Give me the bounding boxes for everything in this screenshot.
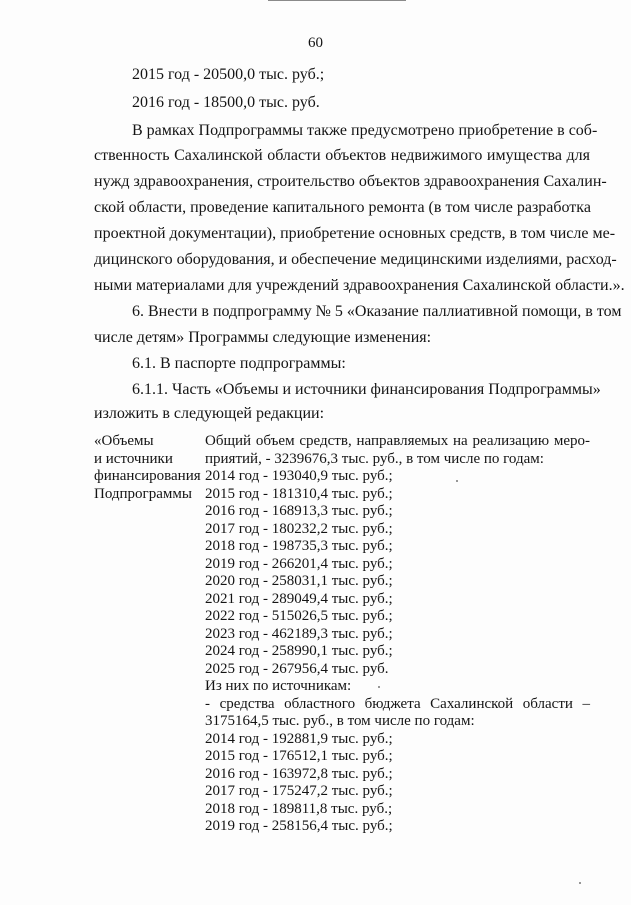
scan-speck bbox=[579, 882, 581, 884]
paragraph-line: числе детям» Программы следующие изменения: bbox=[94, 329, 432, 346]
paragraph-line: ными материалами для учреждений здравоохранения Сахалинской области.». bbox=[94, 277, 625, 294]
sources-heading: Из них по источникам: bbox=[205, 678, 352, 694]
year-amount-row: 2023 год - 462189,3 тыс. руб.; bbox=[205, 625, 393, 642]
paragraph-line: 6.1.1. Часть «Объемы и источники финансирования Подпрограммы» bbox=[132, 381, 601, 398]
label-line: и источники bbox=[94, 450, 173, 467]
paragraph-line: ственность Сахалинской области объектов недвижимого имущества для bbox=[94, 147, 590, 164]
paragraph-line: 6. Внести в подпрограмму № 5 «Оказание паллиативной помощи, в том bbox=[132, 303, 622, 320]
year-amount-row: 2015 год - 181310,4 тыс. руб.; bbox=[205, 485, 393, 502]
paragraph-line: дицинского оборудования, и обеспечение медицинскими изделиями, расход- bbox=[94, 251, 617, 268]
paragraph-item-6-1: 6.1. В паспорте подпрограммы: bbox=[132, 355, 346, 372]
year-amount-row: 2014 год - 193040,9 тыс. руб.; bbox=[205, 468, 393, 484]
regional-budget-intro: - средства областного бюджета Сахалинской области – bbox=[205, 695, 590, 712]
regional-by-year-list bbox=[205, 731, 590, 836]
paragraph-line: В рамках Подпрограммы также предусмотрено приобретение в соб- bbox=[132, 122, 598, 139]
label-line: «Объемы bbox=[94, 433, 154, 449]
budget-line-2015: 2015 год - 20500,0 тыс. руб.; bbox=[132, 66, 325, 83]
year-amount-row: 2014 год - 192881,9 тыс. руб.; bbox=[205, 730, 393, 747]
scan-speck bbox=[378, 686, 380, 688]
year-amount-row: 2019 год - 266201,4 тыс. руб.; bbox=[205, 555, 393, 572]
funding-table-label bbox=[94, 433, 201, 503]
paragraph-line: ской области, проведение капитального ремонта (в том числе разработка bbox=[94, 199, 591, 216]
year-amount-row: 2021 год - 289049,4 тыс. руб.; bbox=[205, 590, 393, 607]
total-by-year-list bbox=[205, 468, 590, 678]
total-intro-line: Общий объем средств, направляемых на реализацию меро- bbox=[205, 433, 590, 449]
total-intro-line: приятий, - 3239676,3 тыс. руб., в том числе по годам: bbox=[205, 450, 544, 467]
year-amount-row: 2017 год - 175247,2 тыс. руб.; bbox=[205, 783, 393, 799]
label-line: финансирования bbox=[94, 468, 201, 484]
year-amount-row: 2018 год - 198735,3 тыс. руб.; bbox=[205, 538, 393, 554]
regional-budget-intro: 3175164,5 тыс. руб., в том числе по годам: bbox=[205, 713, 475, 729]
year-amount-row: 2019 год - 258156,4 тыс. руб.; bbox=[205, 818, 393, 834]
year-amount-row: 2025 год - 267956,4 тыс. руб. bbox=[205, 660, 389, 677]
budget-line-2016: 2016 год - 18500,0 тыс. руб. bbox=[132, 94, 320, 111]
year-amount-row: 2015 год - 176512,1 тыс. руб.; bbox=[205, 748, 393, 764]
year-amount-row: 2017 год - 180232,2 тыс. руб.; bbox=[205, 520, 393, 537]
year-amount-row: 2016 год - 168913,3 тыс. руб.; bbox=[205, 503, 393, 519]
label-line: Подпрограммы bbox=[94, 485, 192, 502]
year-amount-row: 2022 год - 515026,5 тыс. руб.; bbox=[205, 608, 393, 624]
scan-speck bbox=[456, 480, 458, 482]
year-amount-row: 2016 год - 163972,8 тыс. руб.; bbox=[205, 765, 393, 782]
year-amount-row: 2018 год - 189811,8 тыс. руб.; bbox=[205, 800, 393, 817]
year-amount-row: 2020 год - 258031,1 тыс. руб.; bbox=[205, 573, 393, 589]
paragraph-line: проектной документации), приобретение основных средств, в том числе ме- bbox=[94, 225, 616, 242]
top-rule bbox=[268, 0, 406, 1]
page-number: 60 bbox=[308, 35, 323, 51]
funding-table-content bbox=[205, 433, 590, 836]
year-amount-row: 2024 год - 258990,1 тыс. руб.; bbox=[205, 643, 393, 659]
paragraph-line: изложить в следующей редакции: bbox=[94, 405, 325, 422]
paragraph-line: нужд здравоохранения, строительство объектов здравоохранения Сахалин- bbox=[94, 173, 607, 190]
